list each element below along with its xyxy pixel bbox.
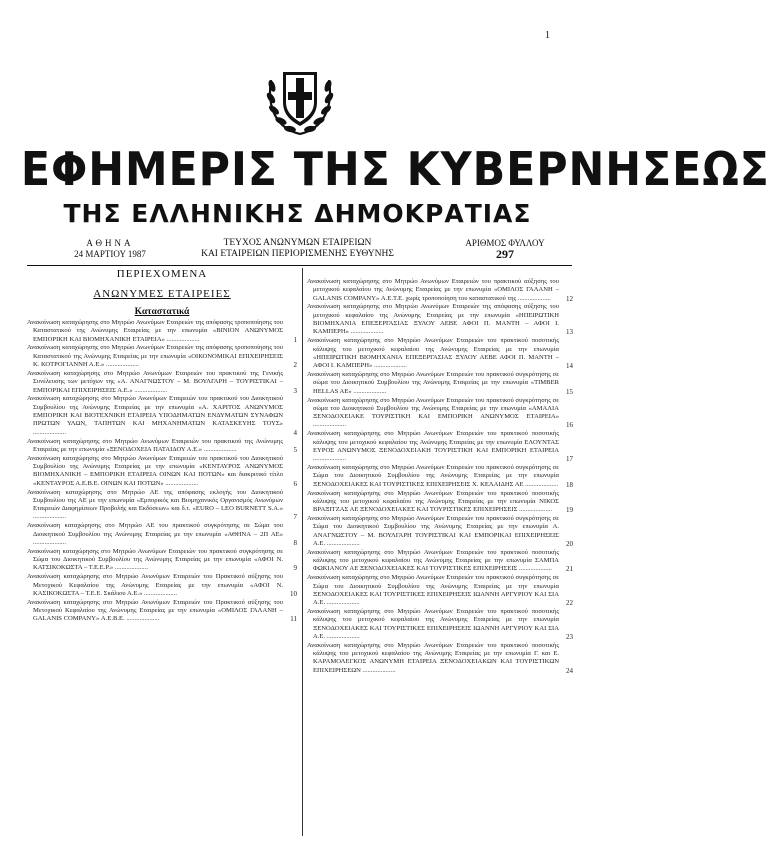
toc-entry [27,522,297,547]
toc-entry-number: 11 [290,615,297,624]
toc-entry [307,490,573,515]
toc-entry [27,489,297,522]
toc-entry [307,574,573,607]
toc-entry-text: Ανακοίνωση καταχώρησης στο Μητρώο Ανωνύμων Εταιρειών του πρακτικού της Ανώνυμης Εταιρείας με την επωνυμία «ΞΕΝΟΔΟΧΕΙΑ ΠΑΤΑΙΔΟΥ Α.Ε.» .................... [27,437,283,453]
toc-category: Καταστατικά [134,307,190,317]
toc-entry-text: Ανακοίνωση καταχώρησης στο Μητρώο Ανωνύμων Εταιρειών του πρακτικού συγκρότησης σε Σώμα του Διοικητικού Συμβουλίου της Ανώνυμης Εταιρείας με την επωνυμία ΞΕΝΟΔΟΧΕΙΑΚΕΣ ΚΑΙ ΤΟΥΡΙΣΤΙΚΕΣ ΕΠΙΧΕΙΡΗΣΕΙΣ ΙΩΑΝΝΗ ΑΡΓΥΡΙΟΥ ΚΑΙ ΣΙΑ Α.Ε. .................... [307,574,559,607]
toc-entry [307,397,573,430]
toc-entry [27,370,297,395]
toc-entry-text: Ανακοίνωση καταχώρησης στο Μητρώο Ανωνύμων Εταιρειών του Πρακτικού αύξησης του Μετοχικού Κεφαλαίου της Ανώνυμης Εταιρείας με την επωνυμία «ΑΦΟΙ Ν. ΚΑΣΙΚΟΚΩΣΤΑ – Τ.Ε.Ε. Σκάλιου Α.Ε.» .................... [27,573,283,597]
toc-entry-number: 18 [566,480,573,489]
issue-number: 297 [496,247,514,261]
coat-of-arms-emblem [263,58,337,138]
toc-entry-number: 21 [566,565,573,574]
toc-entry-number: 8 [293,538,297,547]
toc-entry-text: Ανακοίνωση καταχώρησης στο Μητρώο Ανωνύμων Εταιρειών του πρακτικού ποσοτικής κάλυψης του μετοχικού κεφαλαίου της Ανώνυμης Εταιρείας με την επωνυμία ΕΛΟΥΝΤΑΣ ΕΥΡΟΣ ΑΝΩΝΥΜΟΣ ΞΕΝΟΔΟΧΕΙΑΚΗ ΤΟΥΡΙΣΤΙΚΗ ΚΑΙ ΕΜΠΟΡΙΚΗ ΕΤΑΙΡΕΙΑ .................... [307,430,559,463]
toc-entry-text: Ανακοίνωση καταχώρησης στο Μητρώο Ανωνύμων Εταιρειών του πρακτικού συγκρότησης σε Σώμα του Διοικητικού Συμβουλίου της Ανώνυμης Εταιρείας με την επωνυμία Α. ΑΝΑΓΝΩΣΤΟΥ – Μ. ΒΟΥΛΓΑΡΗ ΤΟΥΡΙΣΤΙΚΑΙ ΚΑΙ ΕΜΠΟΡΙΚΑΙ ΕΠΙΧΕΙΡΗΣΕΙΣ Α.Ε. .................... [307,515,559,547]
toc-entry-text: Ανακοίνωση καταχώρησης στο Μητρώο Ανωνύμων Εταιρειών του πρακτικού ποσοτικής κάλυψης του μετοχικού κεφαλαίου της Ανώνυμης Εταιρείας με την επωνυμία Γ. και Ε. ΚΑΡΑΜΟΛΕΓΚΟΣ ΑΝΩΝΥΜΗ ΕΤΑΙΡΕΙΑ ΞΕΝΟΔΟΧΕΙΑΚΩΝ ΚΑΙ ΤΟΥΡΙΣΤΙΚΩΝ ΕΠΙΧΕΙΡΗΣΕΩΝ .................... [307,641,559,674]
toc-entry-number: 4 [293,428,297,437]
issue-city: ΑΘΗΝΑ [86,238,134,248]
toc-entry-number: 17 [566,455,573,464]
issue-series [160,238,435,260]
toc-entry-text: Ανακοίνωση καταχώρησης στο Μητρώο Ανωνύμων Εταιρειών του πρακτικού ποσοτικής κάλυψης του μετοχικού κεφαλαίου της Ανώνυμης Εταιρείας με την επωνυμία «ΗΠΕΙΡΩΤΙΚΗ ΒΙΟΜΗΧΑΝΙΑ ΕΠΕΞΕΡΓΑΣΙΑΣ ΞΥΛΟΥ ΑΕΒΕ ΑΦΟΙ Π. ΜΑΝΤΗ – ΑΦΟΙ Ι. ΚΑΜΠΕΡΗ» .................... [307,337,559,370]
toc-entry [307,464,573,489]
toc-entry-number: 14 [566,362,573,371]
toc-entry-text: Ανακοίνωση καταχώρησης στο Μητρώο Ανωνύμων Εταιρειών της απόφασης τροποποίησης του Καταστατικού της Ανώνυμης Εταιρείας με την επωνυμία «ΟΙΚΟΝΟΜΙΚΑΙ ΕΠΙΧΕΙΡΗΣΕΙΣ Κ. ΚΟΤΡΟΓΙΑΝΝΗ Α.Ε.» .................... [27,344,283,369]
toc-entry-text: Ανακοίνωση καταχώρησης στο Μητρώο Ανωνύμων Εταιρειών του πρακτικού συγκρότησης σε σώμα του Διοικητικού Συμβουλίου της Ανώνυμης Εταιρείας με την επωνυμία «TIMBER HELLAS AE» .................... [307,371,559,395]
toc-entry-number: 20 [566,539,573,548]
toc-entry [307,515,573,548]
toc-entry [307,608,573,641]
toc-entry-text: Ανακοίνωση καταχώρησης στο Μητρώο Ανωνύμων Εταιρειών της απόφασης τροποποίησης του Καταστατικού της Ανώνυμης Εταιρείας με την επωνυμία «ΒΙΝΙΟΝ ΑΝΩΝΥΜΟΣ ΕΜΠΟΡΙΚΗ ΚΑΙ ΒΙΟΜΗΧΑΝΙΚΗ ΕΤΑΙΡΕΙΑ» .................... [27,319,283,343]
issue-number-block [440,238,570,260]
toc-entry [27,548,297,573]
toc-entry-text: Ανακοίνωση καταχώρησης στο Μητρώο Ανωνύμων Εταιρειών του πρακτικού του Διοικητικού Συμβουλίου της Ανώνυμης Εταιρείας με την επωνυμία «Α. ΧΑΡΙΤΟΣ ΑΝΩΝΥΜΟΣ ΕΜΠΟΡΙΚΗ ΚΑΙ ΒΙΟΤΕΧΝΙΚΗ ΕΤΑΙΡΕΙΑ ΥΠΟΔΗΜΑΤΩΝ ΕΝΔΥΜΑΤΩΝ ΣΥΝΑΦΩΝ ΠΡΩΤΩΝ ΥΛΩΝ, ΤΑΠΗΤΩΝ ΚΑΙ ΜΗΧΑΝΗΜΑΤΩΝ ΚΑΤΑΣΚΕΥΗΣ ΤΟΥΣ» .................... [27,395,283,436]
toc-entry-number: 10 [290,589,297,598]
toc-entry [27,599,297,624]
toc-entry-number: 16 [566,421,573,430]
toc-entry-number: 3 [293,386,297,395]
toc-entry [307,337,573,370]
toc-entry-text: Ανακοίνωση καταχώρησης στο Μητρώο Ανωνύμων Εταιρειών του πρακτικού συγκρότησης σε Σώμα του Διοικητικού Συμβουλίου της Ανώνυμης Εταιρείας με την επωνυμία «ΑΦΟΙ Ν. ΚΑΤΣΙΚΟΚΩΣΤΑ – Τ.Ε.Ε.Ρ.» .................... [27,547,283,572]
issue-date: 24 ΜΑΡΤΙΟΥ 1987 [74,249,146,259]
toc-entry-number: 15 [566,387,573,396]
toc-entry-number: 7 [293,513,297,522]
toc-subheading: ΑΝΩΝΥΜΕΣ ΕΤΑΙΡΕΙΕΣ [93,288,231,300]
toc-entry [307,430,573,463]
toc-entry-text: Ανακοίνωση καταχώρησης στο Μητρώο Ανωνύμων Εταιρειών του Πρακτικού αύξησης του Μετοχικού Κεφαλαίου της Ανώνυμης Εταιρείας με την επωνυμία «ΟΜΙΛΟΣ ΓΑΛΑΝΗ – GALANIS COMPANY» Α.Ε.Β.Ε. .................... [27,598,283,623]
issue-number-label: ΑΡΙΘΜΟΣ ΦΥΛΛΟΥ [465,238,545,248]
toc-entry [27,438,297,455]
toc-entry [307,278,573,303]
toc-entry [27,573,297,598]
toc-entry [307,642,573,675]
page-number: 1 [545,30,550,41]
toc-entry [27,344,297,369]
masthead-subtitle: ΤΗΣ ΕΛΛΗΝΙΚΗΣ ΔΗΜΟΚΡΑΤΙΑΣ [63,199,532,228]
header-rule [27,265,572,266]
toc-entry-text: Ανακοίνωση καταχώρησης στο Μητρώο Ανωνύμων Εταιρειών του πρακτικού της Γενικής Συνέλευσης των μετόχων της «Α. ΑΝΑΓΝΩΣΤΟΥ – Μ. ΒΟΥΛΓΑΡΗ – ΤΟΥΡΙΣΤΙΚΑΙ – ΕΜΠΟΡΙΚΑΙ ΕΠΙΧΕΙΡΗΣΕΙΣ Α.Ε.» .................... [27,369,283,394]
toc-entry-text: Ανακοίνωση καταχώρησης στο Μητρώο Ανωνύμων Εταιρειών του πρακτικού συγκρότησης σε σώμα του Διοικητικού Συμβουλίου της Ανώνυμης Εταιρείας με την επωνυμία «ΑΜΑΛΙΑ ΞΕΝΟΔΟΧΕΙΑΚΕ ΤΟΥΡΙΣΤΙΚΗ ΚΑΙ ΕΜΠΟΡΙΚΗ ΑΝΩΝΥΜΟΣ ΕΤΑΙΡΕΙΑ» .................... [307,396,559,429]
toc-entry [27,395,297,436]
toc-entry-number: 23 [566,633,573,641]
series-line-1: ΤΕΥΧΟΣ ΑΝΩΝΥΜΩΝ ΕΤΑΙΡΕΙΩΝ [223,238,372,248]
toc-entry-number: 13 [566,328,573,337]
toc-entry-text: Ανακοίνωση καταχώρησης στο Μητρώο Ανωνύμων Εταιρειών του πρακτικού ποσοτικής κάλυψης του μετοχικού κεφαλαίου της Ανώνυμης Εταιρείας με την επωνυμία ΝΙΚΟΣ ΒΡΑΞΙΤΖΑΣ ΑΕ ΞΕΝΟΔΟΧΕΙΑΚΕΣ ΚΑΙ ΤΟΥΡΙΣΤΙΚΕΣ ΕΠΙΧΕΙΡΗΣΕΙΣ .................... [307,489,559,514]
toc-entry [307,371,573,396]
series-line-2: ΚΑΙ ΕΤΑΙΡΕΙΩΝ ΠΕΡΙΟΡΙΣΜΕΝΗΣ ΕΥΘΥΝΗΣ [201,249,394,259]
toc-entry-text: Ανακοίνωση καταχώρησης στο Μητρώο Ανωνύμων Εταιρειών του πρακτικού ποσοτικής κάλυψης του μετοχικού κεφαλαίου της Ανώνυμης Εταιρείας με την επωνυμία ΣΑΜΠΑ ΦΩΚΙΑΝΟΥ ΑΕ ΞΕΝΟΔΟΧΕΙΑΚΕΣ ΚΑΙ ΤΟΥΡΙΣΤΙΚΕΣ ΕΠΙΧΕΙΡΗΣΕΙΣ .................... [307,548,559,573]
toc-entry [307,303,573,336]
toc-entry-number: 9 [293,564,297,573]
toc-entry-text: Ανακοίνωση καταχώρησης στο Μητρώο ΑΕ του πρακτικού συγκρότησης σε Σώμα του Διοικητικού Συμβουλίου της Ανώνυμης Εταιρείας με την επωνυμία «ΑΘΗΝΑ – 2Π ΑΕ» .................... [27,522,283,546]
issue-place-date [50,238,170,260]
column-divider [302,268,303,836]
toc-entry-text: Ανακοίνωση καταχώρησης στο Μητρώο Ανωνύμων Εταιρειών του πρακτικού του Διοικητικού Συμβουλίου της Ανώνυμης Εταιρείας με την επωνυμία «ΚΕΝΤΑΥΡΟΣ ΑΝΩΝΥΜΟΣ ΒΙΟΜΗΧΑΝΙΚΗ – ΕΜΠΟΡΙΚΗ ΕΤΑΙΡΕΙΑ ΟΙΝΩΝ ΚΑΙ ΠΟΤΩΝ» και διακριτικό τίτλο «ΚΕΝΤΑΥΡΟΣ Α.Ε.Β.Ε. ΟΙΝΩΝ ΚΑΙ ΠΟΤΩΝ» .................... [27,454,283,487]
toc-entry-number: 22 [566,599,573,608]
toc-right-column [307,278,573,676]
toc-entry-number: 19 [566,506,573,515]
toc-entry [27,455,297,488]
toc-entry-text: Ανακοίνωση καταχώρησης στο Μητρώο Ανωνύμων Εταιρειών του πρακτικού ποσοτικής κάλυψης του μετοχικού κεφαλαίου της Ανώνυμης Εταιρείας με την επωνυμία ΞΕΝΟΔΟΧΕΙΑΚΕΣ ΚΑΙ ΤΟΥΡΙΣΤΙΚΕΣ ΕΠΙΧΕΙΡΗΣΕΙΣ ΙΩΑΝΝΗ ΑΡΓΥΡΙΟΥ ΚΑΙ ΣΙΑ Α.Ε. .................... [307,608,559,640]
masthead-title: ΕΦΗΜΕΡΙΣ ΤΗΣ ΚΥΒΕΡΝΗΣΕΩΣ [20,142,770,196]
toc-entry-number: 2 [293,361,297,370]
toc-entry-text: Ανακοίνωση καταχώρησης στο Μητρώο Ανωνύμων Εταιρειών του πρακτικού αύξησης του μετοχικού κεφαλαίου της Ανώνυμης Εταιρείας με την επωνυμία «ΟΜΙΛΟΣ ΓΑΛΑΝΗ – GALANIS COMPANY» Α.Ε.Τ.Ε. χωρίς τροποποίηση του καταστατικού της .................... [307,278,559,302]
toc-entry-number: 1 [293,335,297,344]
toc-left-column [27,319,297,624]
toc-entry-number: 5 [293,445,297,454]
toc-entry-number: 12 [566,294,573,303]
toc-entry [27,319,297,344]
toc-entry-text: Ανακοίνωση καταχώρησης στο Μητρώο Ανωνύμων Εταιρειών του πρακτικού συγκρότησης σε Σώμα του Διοικητικού Συμβουλίου της Ανώνυμης Εταιρείας με την επωνυμία ΞΕΝΟΔΟΧΕΙΑΚΕΣ ΚΑΙ ΤΟΥΡΙΣΤΙΚΕΣ ΕΠΙΧΕΙΡΗΣΕΙΣ Χ. ΚΕΛΑΙΔΗΣ ΑΕ .................... [307,464,559,488]
toc-entry-text: Ανακοίνωση καταχώρησης στο Μητρώο ΑΕ της απόφασης εκλογής του Διοικητικού Συμβουλίου της ΑΕ με την επωνυμία «Εμπορικός και Βιομηχανικός Οργανισμός Ανωνύμων Εταιρειών Διαφημίσεων Προβολής και Εκδόσεων» και δ.τ. «EURO – LEO BURNETT S.A.» .................... [27,488,283,521]
toc-entry-number: 6 [293,479,297,488]
toc-heading: ΠΕΡΙΕΧΟΜΕΝΑ [116,268,208,280]
toc-entry-text: Ανακοίνωση καταχώρησης στο Μητρώο Ανωνύμων Εταιρειών της απόφασης αύξησης του μετοχικού κεφαλαίου της Ανώνυμης Εταιρείας με την επωνυμία «ΗΠΕΙΡΩΤΙΚΗ ΒΙΟΜΗΧΑΝΙΑ ΕΠΕΞΕΡΓΑΣΙΑΣ ΞΥΛΟΥ ΑΕΒΕ ΑΦΟΙ Π. ΜΑΝΤΗ – ΑΦΟΙ Ι. ΚΑΜΠΕΡΗ» .................... [307,303,559,336]
toc-entry [307,549,573,574]
toc-entry-number: 24 [566,666,573,675]
